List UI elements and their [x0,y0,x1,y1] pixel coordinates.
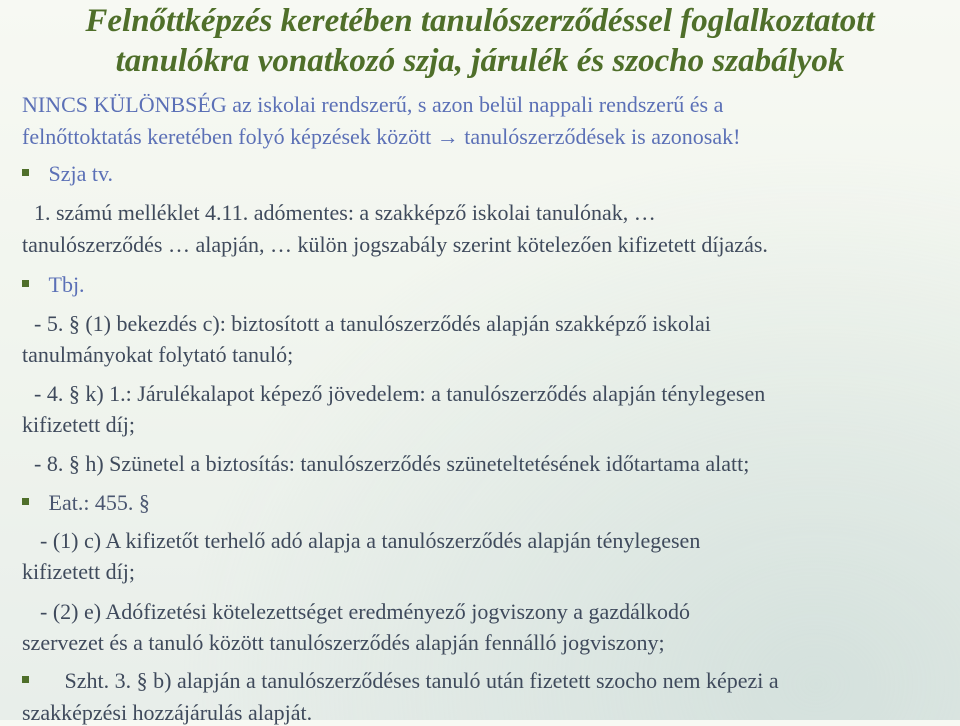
bullet-label-szja: Szja tv. [48,161,114,186]
bullet-label-eat: Eat.: 455. § [48,490,150,515]
tbj-8-line: - 8. § h) Szünetel a biztosítás: tanulószerződés szüneteltetésének időtartama alatt; [34,451,750,476]
square-bullet-icon [22,169,29,176]
szht-line-1: Szht. 3. § b) alapján a tanulószerződéses tanuló után fizetett szocho nem képezi a [64,668,779,693]
intro-line-2 [22,124,740,150]
bullet-item-tbj [22,272,85,298]
bullet-item-szja [22,161,113,187]
intro-line-1: NINCS KÜLÖNBSÉG az iskolai rendszerű, s azon belül nappali rendszerű és a [22,92,724,117]
tbj-5-line-2: tanulmányokat folytató tanuló; [22,342,294,367]
square-bullet-icon [22,280,29,287]
eat-2-line-2: szervezet és a tanuló között tanulószerződés alapján fennálló jogviszony; [22,630,665,655]
eat-2-line-1: - (2) e) Adófizetési kötelezettséget eredményező jogviszony a gazdálkodó [40,599,690,624]
bullet-item-szht [22,668,779,694]
right-arrow-icon: → [436,124,459,149]
tbj-4-line-1: - 4. § k) 1.: Járulékalapot képező jövedelem: a tanulószerződés alapján ténylegesen [34,381,766,406]
bullet-label-tbj: Tbj. [48,272,85,297]
slide-title-line-2: tanulókra vonatkozó szja, járulék és szocho szabályok [115,43,845,79]
bullet-item-eat [22,490,150,516]
eat-1-line-1: - (1) c) A kifizetőt terhelő adó alapja a tanulószerződés alapján ténylegesen [40,528,701,553]
szht-line-2: szakképzési hozzájárulás alapját. [22,700,313,725]
eat-1-line-2: kifizetett díj; [22,559,136,584]
intro-line-2-start: felnőttoktatás keretében folyó képzések között [22,124,432,149]
square-bullet-icon [22,676,29,683]
tbj-5-line-1: - 5. § (1) bekezdés c): biztosított a tanulószerződés alapján szakképző iskolai [34,311,711,336]
szja-melleklet-line-2: tanulószerződés … alapján, … külön jogszabály szerint kötelezően kifizetett díjazás. [22,232,768,257]
slide-title-line-1: Felnőttképzés keretében tanulószerződéssel foglalkoztatott [85,3,875,39]
square-bullet-icon [22,498,29,505]
intro-line-2-end: tanulószerződések is azonosak! [464,124,741,149]
szja-melleklet-line-1: 1. számú melléklet 4.11. adómentes: a szakképző iskolai tanulónak, … [34,200,656,225]
tbj-4-line-2: kifizetett díj; [22,412,136,437]
